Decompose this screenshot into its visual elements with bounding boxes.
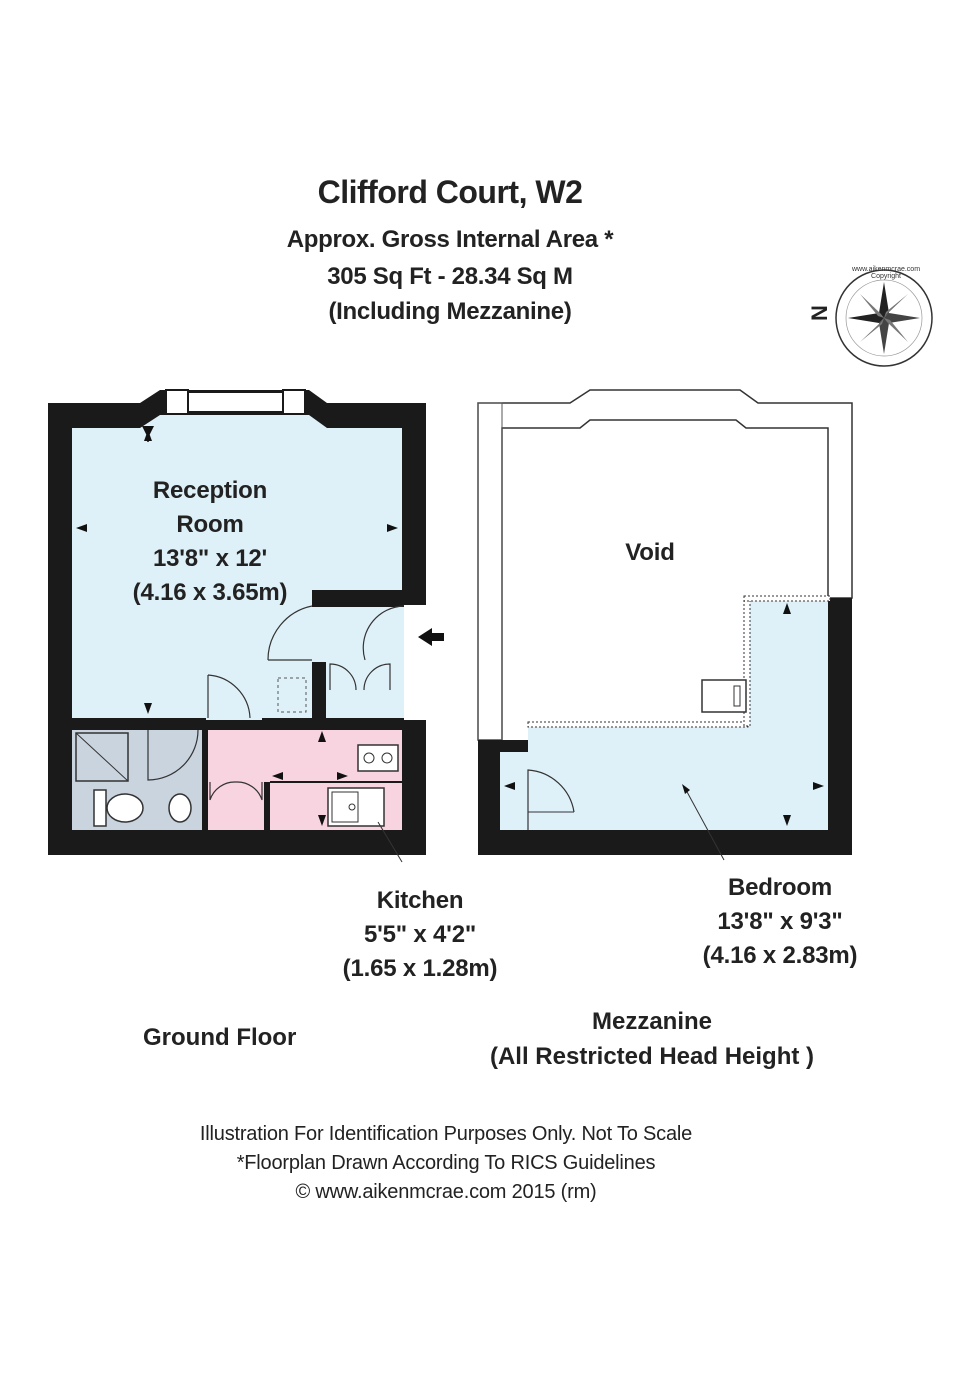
kitchen-label [310, 884, 530, 986]
compass-icon [836, 270, 932, 366]
reception-dims-metric: (4.16 x 3.65m) [132, 579, 288, 606]
kitchen-dims-imperial: 5'5" x 4'2" [363, 921, 477, 948]
mezzanine-note: (All Restricted Head Height ) [489, 1043, 815, 1070]
reception-label [100, 474, 320, 610]
footer-line-2: *Floorplan Drawn According To RICS Guidelines [236, 1152, 656, 1174]
bedroom-dims-metric: (4.16 x 2.83m) [702, 942, 858, 969]
area-line-1: Approx. Gross Internal Area * [286, 226, 614, 253]
reception-name-2: Room [176, 511, 244, 538]
area-line-2: 305 Sq Ft - 28.34 Sq M [327, 263, 573, 290]
reception-name-1: Reception [152, 477, 268, 504]
plan-title: Clifford Court, W2 [317, 174, 583, 210]
mezzanine-label: Mezzanine [591, 1008, 713, 1035]
compass-north-label: N [806, 305, 832, 321]
ground-floor-label: Ground Floor [143, 1024, 297, 1051]
reception-dims-imperial: 13'8" x 12' [152, 545, 267, 572]
kitchen-name: Kitchen [376, 887, 464, 914]
bedroom-dims-imperial: 13'8" x 9'3" [717, 908, 843, 935]
void-label: Void [625, 539, 675, 566]
footer [146, 1120, 746, 1207]
kitchen-dims-metric: (1.65 x 1.28m) [342, 955, 498, 982]
area-line-3: (Including Mezzanine) [328, 298, 572, 325]
bedroom-label [660, 871, 900, 973]
bedroom-name: Bedroom [728, 874, 832, 901]
footer-line-3: © www.aikenmcrae.com 2015 (rm) [295, 1181, 597, 1203]
footer-line-1: Illustration For Identification Purposes Only. Not To Scale [199, 1123, 693, 1145]
compass-ring-text: www.aikenmcrae.com Copyright [851, 266, 921, 280]
bedroom-area [500, 598, 828, 830]
